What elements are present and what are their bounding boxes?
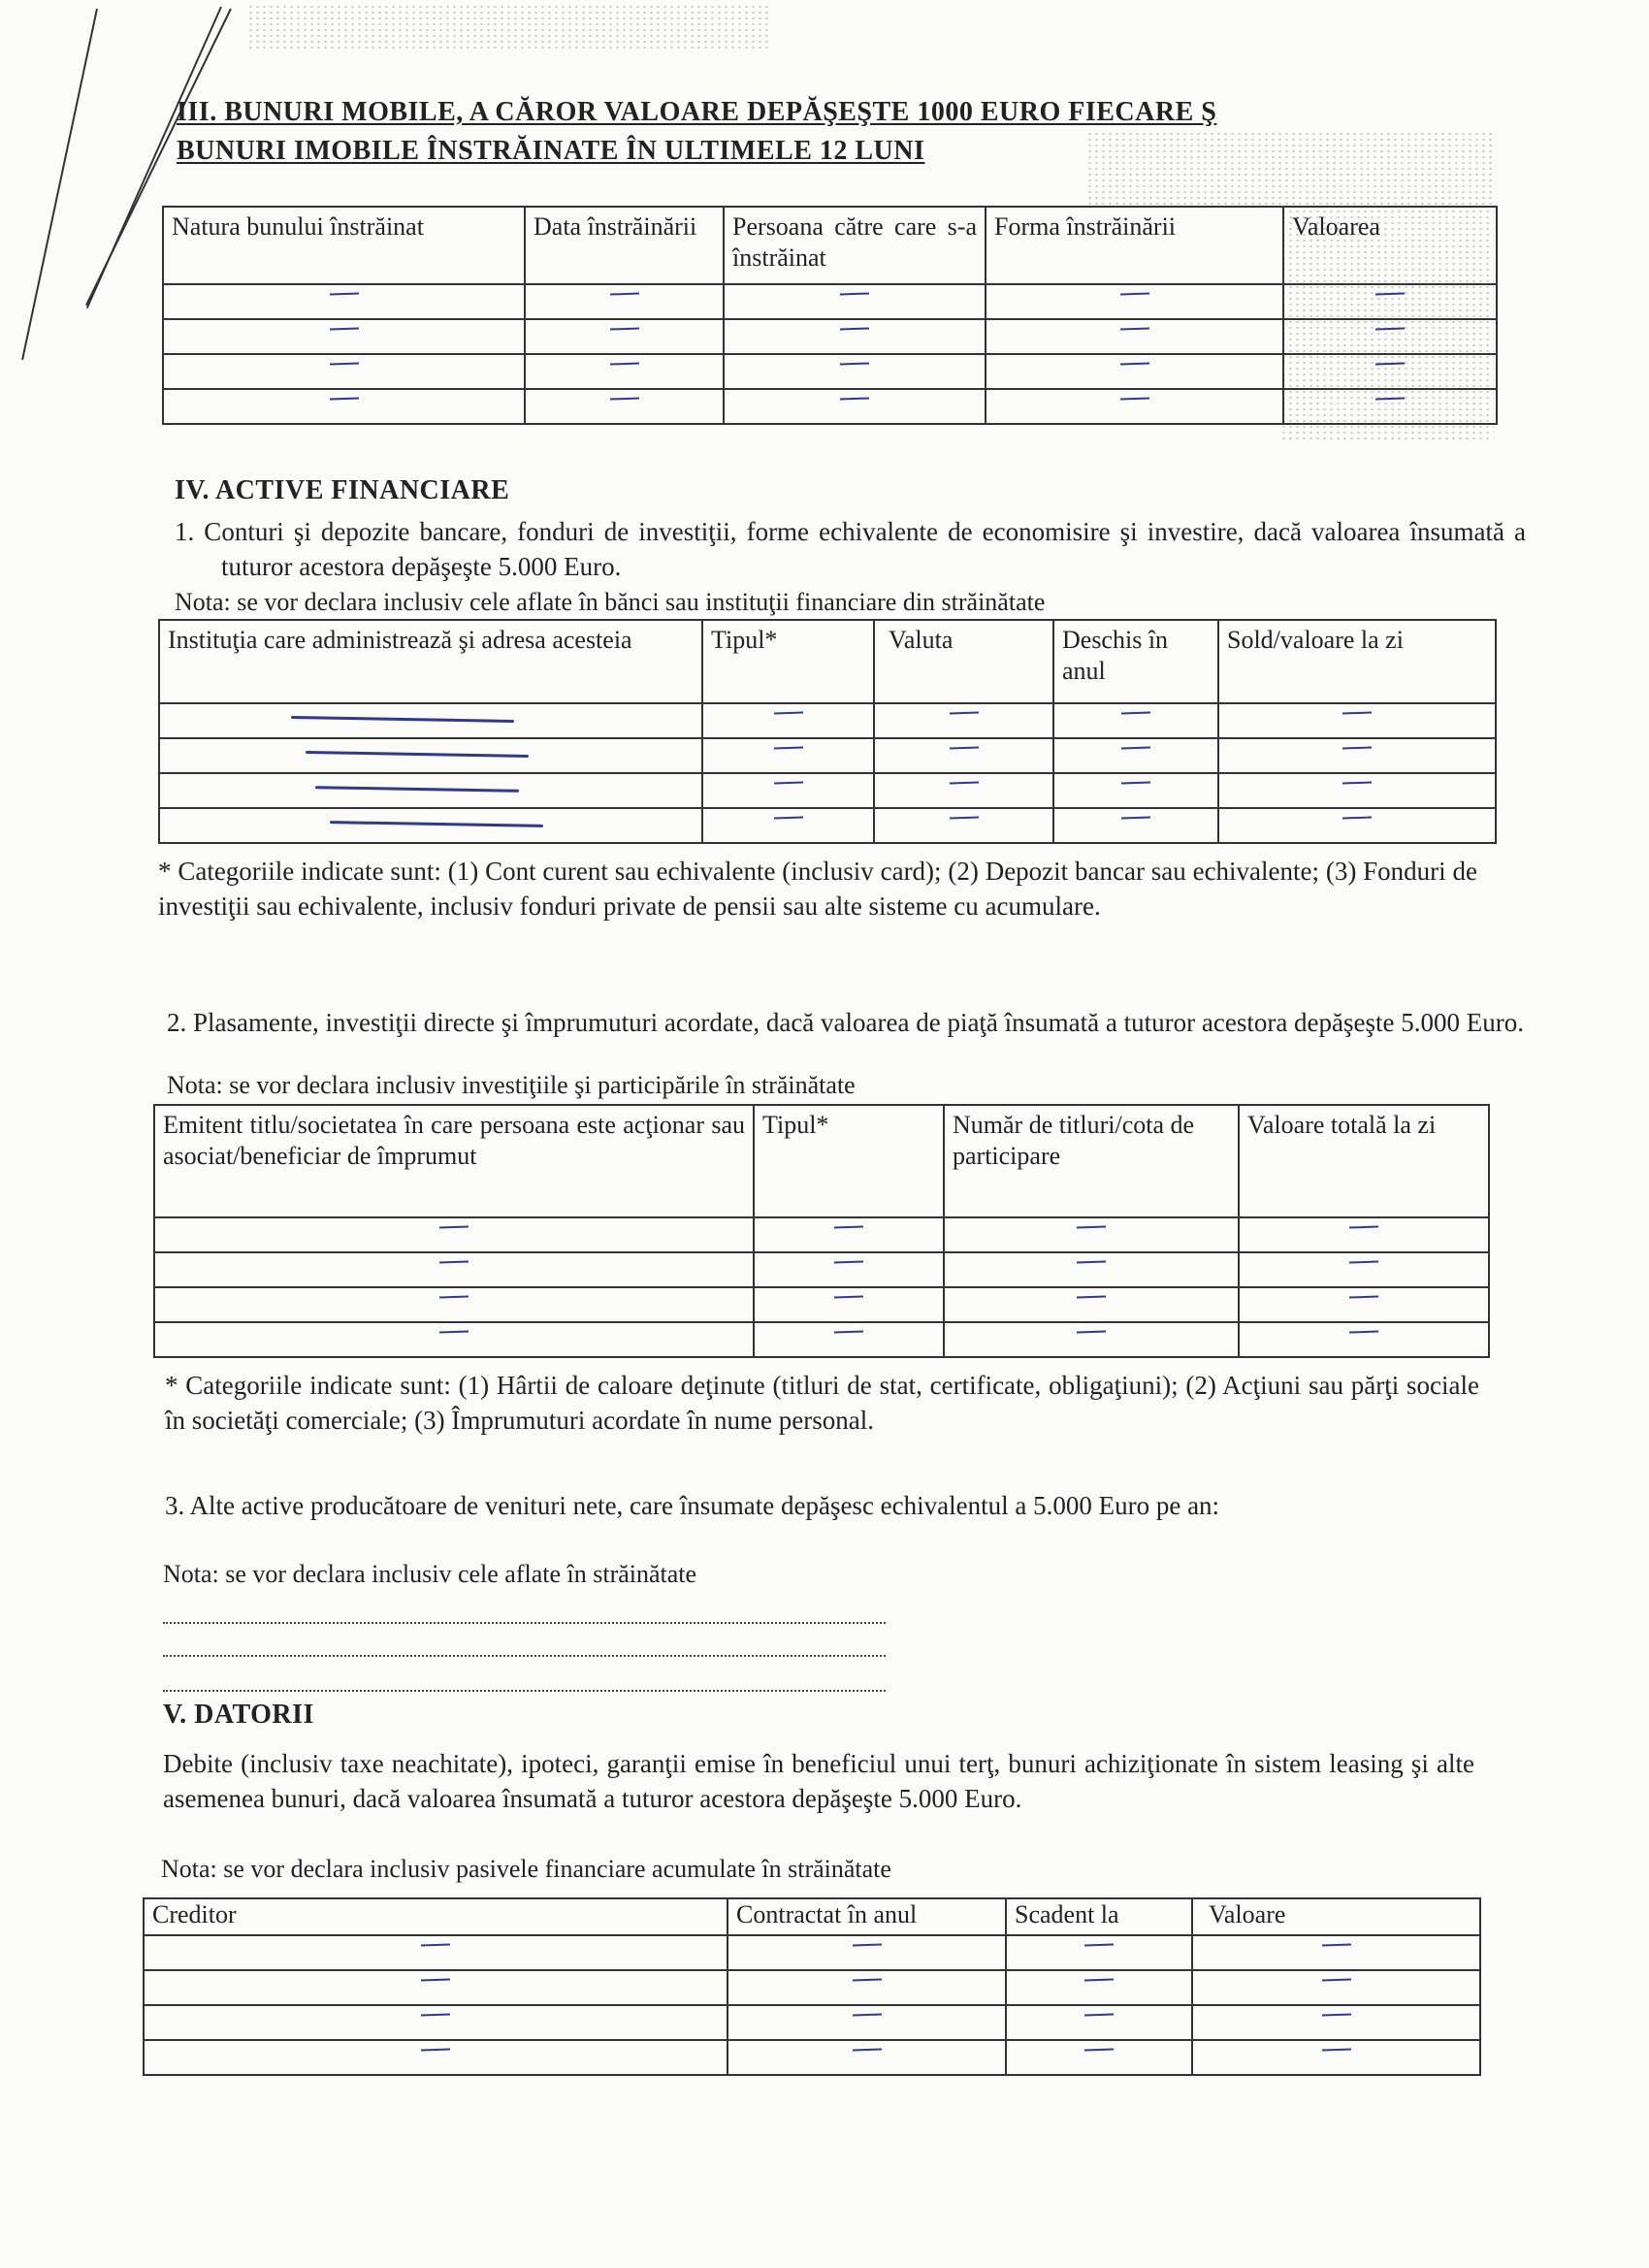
empty-dash: [852, 1978, 881, 1981]
empty-dash: [1121, 746, 1150, 749]
empty-dash: [1342, 816, 1372, 819]
empty-dash: [834, 1260, 863, 1263]
empty-dash: [834, 1330, 863, 1333]
empty-dash: [1321, 2048, 1350, 2051]
empty-dash: [439, 1330, 469, 1333]
empty-line: [291, 716, 514, 723]
empty-dash: [1375, 397, 1405, 400]
empty-dash: [329, 292, 358, 295]
section4-item3-note: Nota: se vor declara inclusiv cele aflate în străinătate: [163, 1560, 697, 1588]
section4-item1-footnote: * Categoriile indicate sunt: (1) Cont curent sau echivalente (inclusiv card); (2) Depozit bancar sau echivalente; (3) Fonduri de investiţii sau echivalente, inclusiv fonduri private de pensii sau alte sisteme cu acumulare.: [158, 857, 1477, 921]
empty-dash: [421, 1943, 450, 1946]
section3-header-natura: Natura bunului înstrăinat: [163, 207, 525, 284]
empty-dash: [1077, 1225, 1106, 1228]
empty-dash: [852, 2013, 881, 2016]
empty-dash: [421, 2048, 450, 2051]
table-row: [163, 354, 1497, 389]
empty-dash: [840, 397, 869, 400]
empty-dash: [1321, 1943, 1350, 1946]
section3-table: [162, 206, 1498, 425]
empty-dash: [1121, 711, 1150, 714]
empty-dash: [609, 397, 638, 400]
empty-dash: [773, 816, 802, 819]
empty-dash: [1349, 1225, 1378, 1228]
empty-dash: [1121, 816, 1150, 819]
section4-item2-footnote: * Categoriile indicate sunt: (1) Hârtii de caloare deţinute (titluri de stat, certificate, obligaţiuni); (2) Acţiuni sau părţi sociale în societăţi comerciale; (3) Împrumuturi acordate în nume personal.: [165, 1371, 1479, 1435]
empty-dash: [329, 362, 358, 365]
empty-dash: [1119, 327, 1148, 330]
empty-line: [306, 751, 529, 758]
empty-dash: [609, 292, 638, 295]
section4-item2-header-numar: Număr de titluri/cota de participare: [944, 1105, 1239, 1217]
empty-dash: [439, 1260, 469, 1263]
section4-item1-text: 1. Conturi şi depozite bancare, fonduri de investiţii, forme echivalente de economisire şi investire, dacă valoarea însumată a tuturor acestora depăşeşte 5.000 Euro.: [175, 517, 1526, 581]
table-row: [154, 1252, 1489, 1287]
section4-item1-header-sold: Sold/valoare la zi: [1218, 620, 1496, 703]
empty-dash: [949, 816, 978, 819]
section3-header-forma: Forma înstrăinării: [986, 207, 1283, 284]
table-row: [159, 808, 1496, 843]
section3-header-data: Data înstrăinării: [525, 207, 724, 284]
table-row: [154, 1217, 1489, 1252]
empty-dash: [1077, 1330, 1106, 1333]
table-row: [144, 1970, 1480, 2005]
section4-item2-header-emitent: Emitent titlu/societatea în care persoana este acţionar sau asociat/beneficiar de împrumut: [154, 1105, 754, 1217]
empty-dash: [1084, 2013, 1114, 2016]
empty-dash: [949, 711, 978, 714]
empty-dash: [834, 1295, 863, 1298]
empty-dash: [1375, 327, 1405, 330]
empty-dash: [773, 781, 802, 784]
empty-dash: [949, 781, 978, 784]
section5-header-contractat: Contractat în anul: [728, 1898, 1006, 1935]
section4-item2-text: 2. Plasamente, investiţii directe şi împrumuturi acordate, dacă valoarea de piaţă însumată a tuturor acestora depăşeşte 5.000 Euro.: [167, 1008, 1524, 1037]
section5-note: Nota: se vor declara inclusiv pasivele financiare acumulate în străinătate: [161, 1855, 891, 1883]
table-row: [154, 1287, 1489, 1322]
empty-line: [315, 786, 519, 793]
section5-text: Debite (inclusiv taxe neachitate), ipoteci, garanţii emise în beneficiul unui terţ, bunuri achiziţionate în sistem leasing şi alte asemenea bunuri, dacă valoarea însumată a tuturor acestora depăşeşte 5.000 Euro.: [163, 1749, 1474, 1813]
section5-header-row: [144, 1898, 1480, 1935]
scan-noise: [247, 4, 771, 52]
table-row: [159, 738, 1496, 773]
empty-dash: [852, 1943, 881, 1946]
empty-dash: [1119, 362, 1148, 365]
table-row: [163, 319, 1497, 354]
empty-dash: [840, 292, 869, 295]
section4-item1-note: Nota: se vor declara inclusiv cele aflate în bănci sau instituţii financiare din străinătate: [175, 588, 1046, 616]
dotted-line: [163, 1690, 886, 1692]
empty-dash: [949, 746, 978, 749]
section4-item1-header-tipul: Tipul*: [702, 620, 874, 703]
table-row: [144, 2040, 1480, 2075]
empty-dash: [1349, 1330, 1378, 1333]
table-row: [163, 389, 1497, 424]
empty-dash: [1342, 746, 1372, 749]
section5-title: V. DATORII: [163, 1700, 314, 1730]
section4-item1-header-institutia: Instituţia care administrează şi adresa acesteia: [159, 620, 702, 703]
empty-dash: [773, 711, 802, 714]
section3-title-line1: III. BUNURI MOBILE, A CĂROR VALOARE DEPĂŞEŞTE 1000 EURO FIECARE Ş: [177, 97, 1217, 127]
section5-header-scadent: Scadent la: [1006, 1898, 1192, 1935]
section4-item2-header-row: [154, 1105, 1489, 1217]
section5-header-valoare: Valoare: [1192, 1898, 1480, 1935]
empty-dash: [421, 2013, 450, 2016]
empty-dash: [840, 362, 869, 365]
table-row: [159, 773, 1496, 808]
empty-dash: [840, 327, 869, 330]
dotted-line: [163, 1655, 886, 1657]
empty-dash: [852, 2048, 881, 2051]
section4-item1-header-row: [159, 620, 1496, 703]
empty-dash: [1342, 711, 1372, 714]
section4-item1-header-deschis: Deschis în anul: [1053, 620, 1218, 703]
empty-line: [330, 821, 543, 827]
empty-dash: [1375, 362, 1405, 365]
empty-dash: [1084, 1978, 1114, 1981]
empty-dash: [1121, 781, 1150, 784]
section4-item2-header-tipul: Tipul*: [754, 1105, 944, 1217]
section5-header-creditor: Creditor: [144, 1898, 728, 1935]
table-row: [154, 1322, 1489, 1357]
empty-dash: [1084, 1943, 1114, 1946]
dotted-line: [163, 1622, 886, 1624]
table-row: [144, 2005, 1480, 2040]
empty-dash: [1375, 292, 1405, 295]
section5-table: [143, 1897, 1481, 2076]
empty-dash: [1349, 1260, 1378, 1263]
empty-dash: [439, 1295, 469, 1298]
section4-item2-header-valoare: Valoare totală la zi: [1239, 1105, 1489, 1217]
empty-dash: [1077, 1295, 1106, 1298]
table-row: [163, 284, 1497, 319]
empty-dash: [773, 746, 802, 749]
empty-dash: [421, 1978, 450, 1981]
section3-title-line2: BUNURI IMOBILE ÎNSTRĂINATE ÎN ULTIMELE 12 LUNI: [177, 136, 925, 166]
section4-item3-text: 3. Alte active producătoare de venituri nete, care însumate depăşesc echivalentul a 5.000 Euro pe an:: [165, 1491, 1220, 1520]
empty-dash: [1349, 1295, 1378, 1298]
empty-dash: [329, 397, 358, 400]
empty-dash: [609, 362, 638, 365]
empty-dash: [329, 327, 358, 330]
table-row: [144, 1935, 1480, 1970]
empty-dash: [1084, 2048, 1114, 2051]
section4-item1-table: [158, 619, 1497, 844]
empty-dash: [1321, 1978, 1350, 1981]
empty-dash: [1119, 397, 1148, 400]
empty-dash: [439, 1225, 469, 1228]
section4-item1-header-valuta: Valuta: [874, 620, 1053, 703]
section4-item2-table: [153, 1104, 1490, 1358]
section3-header-persoana: Persoana către care s-a înstrăinat: [724, 207, 986, 284]
empty-dash: [1077, 1260, 1106, 1263]
empty-dash: [1342, 781, 1372, 784]
section4-item2-note: Nota: se vor declara inclusiv investiţiile şi participările în străinătate: [167, 1071, 856, 1099]
section3-header-row: [163, 207, 1497, 284]
empty-dash: [609, 327, 638, 330]
scan-noise: [1086, 131, 1494, 209]
section4-title: IV. ACTIVE FINANCIARE: [175, 475, 510, 505]
table-row: [159, 703, 1496, 738]
empty-dash: [834, 1225, 863, 1228]
empty-dash: [1321, 2013, 1350, 2016]
empty-dash: [1119, 292, 1148, 295]
section3-header-valoarea: Valoarea: [1283, 207, 1497, 284]
